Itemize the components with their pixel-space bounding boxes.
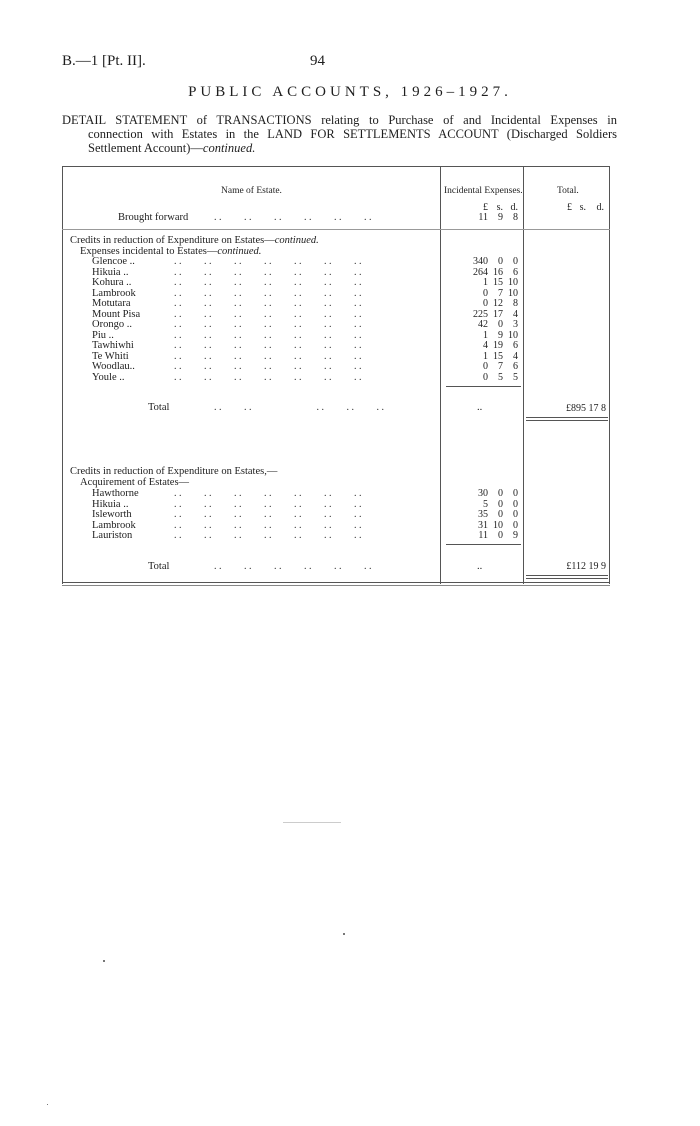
leader-dots: . . . . . . . . . . . . . . xyxy=(174,350,362,362)
statement-line-3 xyxy=(62,141,617,155)
leader-dots: . . . . . . . . . . . . . . xyxy=(174,287,362,299)
leader-dots: . . . . . . . . . . . . . . xyxy=(174,256,362,267)
scan-speck xyxy=(47,1104,48,1105)
section1-heading-text: Credits in reduction of Expenditure on Estates— xyxy=(70,235,275,246)
incidental-subtotal-rule-2 xyxy=(446,544,521,545)
amount-shillings: 0 xyxy=(498,498,503,510)
total1-rule-2 xyxy=(526,420,608,421)
amount-pounds: 31 xyxy=(478,519,488,531)
estate-name: Lambrook xyxy=(92,287,136,299)
leader-dots: . . . . . . . . . . . . xyxy=(214,561,372,572)
amount-pence: 4 xyxy=(513,350,518,362)
page-number: 94 xyxy=(310,53,325,69)
leader-dots: . . . . . . . . . . xyxy=(214,402,384,413)
amount-pence: 0 xyxy=(513,256,518,267)
leader-dots: . . . . . . . . . . . . . . xyxy=(174,277,362,288)
amount-shillings: 16 xyxy=(493,266,503,278)
leader-dots: . . . . . . . . . . . . . . xyxy=(174,530,362,541)
bf-pence: 8 xyxy=(513,212,518,223)
col-header-name: Name of Estate. xyxy=(221,186,282,196)
incidental-subtotal-rule xyxy=(446,386,521,387)
amount-shillings: 0 xyxy=(498,319,503,330)
leader-dots: . . . . . . . . . . . . . . xyxy=(174,519,362,531)
amount-pounds: 225 xyxy=(473,308,488,320)
amount-pence: 5 xyxy=(513,371,518,383)
amount-shillings: 10 xyxy=(493,519,503,531)
section2-incidental-total: .. xyxy=(477,561,483,572)
table-top-rule xyxy=(62,166,610,167)
amount-pounds: 0 xyxy=(483,361,488,372)
amount-pounds: 264 xyxy=(473,266,488,278)
estate-name: Kohura .. xyxy=(92,277,132,288)
amount-shillings: 15 xyxy=(493,277,503,288)
amount-pounds: 1 xyxy=(483,329,488,341)
amount-pence: 0 xyxy=(513,519,518,531)
amount-shillings: 15 xyxy=(493,350,503,362)
amount-shillings: 0 xyxy=(498,530,503,541)
section1-total-value: £895 17 8 xyxy=(566,403,606,414)
brought-forward-label: Brought forward xyxy=(118,212,189,223)
scan-speck xyxy=(103,960,105,962)
amount-pence: 10 xyxy=(508,277,518,288)
amount-pounds: 30 xyxy=(478,488,488,499)
page-reference: B.—1 [Pt. II]. xyxy=(62,53,146,69)
scan-speck xyxy=(343,933,345,935)
leader-dots: . . . . . . . . . . . . . . xyxy=(174,319,362,330)
section2-subheading: Acquirement of Estates— xyxy=(80,477,190,488)
leader-dots: . . . . . . . . . . . . . . xyxy=(174,266,362,278)
bf-shillings: 9 xyxy=(498,212,503,223)
estate-name: Hawthorne xyxy=(92,488,139,499)
bf-pounds: 11 xyxy=(478,212,488,223)
estate-name: Glencoe .. xyxy=(92,256,135,267)
amount-pounds: 4 xyxy=(483,340,488,351)
amount-pence: 9 xyxy=(513,530,518,541)
estate-name: Youle .. xyxy=(92,371,125,383)
col-divider-incidental xyxy=(440,166,441,584)
amount-shillings: 5 xyxy=(498,371,503,383)
col-header-incidental: Incidental Expenses. xyxy=(444,186,523,196)
estate-name: Isleworth xyxy=(92,509,132,520)
section2-total-value: £112 19 9 xyxy=(566,561,606,572)
amount-pounds: 0 xyxy=(483,371,488,383)
section1-heading-continued: continued. xyxy=(274,235,319,246)
amount-pounds: 0 xyxy=(483,287,488,299)
estate-name: Piu .. xyxy=(92,329,114,341)
leader-dots: . . . . . . . . . . . . xyxy=(214,212,372,223)
table-left-rule xyxy=(62,166,63,584)
incidental-pound-unit: £ xyxy=(483,202,488,213)
amount-pence: 6 xyxy=(513,361,518,372)
total2-rule xyxy=(526,575,608,576)
statement-line-1: DETAIL STATEMENT of TRANSACTIONS relating to Purchase of and Incidental Expenses in xyxy=(62,113,617,127)
incidental-shilling-unit: s. xyxy=(496,202,503,213)
leader-dots: . . . . . . . . . . . . . . xyxy=(174,488,362,499)
leader-dots: . . . . . . . . . . . . . . xyxy=(174,509,362,520)
amount-pounds: 35 xyxy=(478,509,488,520)
table-bottom-rule-2 xyxy=(62,585,610,586)
amount-pence: 4 xyxy=(513,308,518,320)
amount-shillings: 12 xyxy=(493,298,503,309)
total1-rule xyxy=(526,417,608,418)
estate-name: Tawhiwhi xyxy=(92,340,134,351)
statement-heading xyxy=(62,113,617,155)
amount-pence: 0 xyxy=(513,498,518,510)
amount-pounds: 5 xyxy=(483,498,488,510)
leader-dots: . . . . . . . . . . . . . . xyxy=(174,371,362,383)
section2-total-label: Total xyxy=(148,561,170,572)
amount-shillings: 7 xyxy=(498,361,503,372)
amount-pounds: 42 xyxy=(478,319,488,330)
scan-mark xyxy=(283,822,341,823)
amount-pounds: 0 xyxy=(483,298,488,309)
amount-pence: 8 xyxy=(513,298,518,309)
section1-subheading-continued: continued. xyxy=(217,246,262,257)
estate-name: Orongo .. xyxy=(92,319,132,330)
leader-dots: . . . . . . . . . . . . . . xyxy=(174,308,362,320)
statement-line-2: connection with Estates in the LAND FOR SETTLEMENTS ACCOUNT (Discharged Soldiers xyxy=(88,127,617,141)
amount-pounds: 340 xyxy=(473,256,488,267)
amount-pounds: 11 xyxy=(478,530,488,541)
amount-pence: 6 xyxy=(513,340,518,351)
incidental-pence-unit: d. xyxy=(510,202,518,213)
amount-shillings: 9 xyxy=(498,329,503,341)
leader-dots: . . . . . . . . . . . . . . xyxy=(174,340,362,351)
amount-shillings: 0 xyxy=(498,256,503,267)
leader-dots: . . . . . . . . . . . . . . xyxy=(174,298,362,309)
estate-name: Lauriston xyxy=(92,530,133,541)
leader-dots: . . . . . . . . . . . . . . xyxy=(174,498,362,510)
estate-name: Hikuia .. xyxy=(92,498,129,510)
amount-shillings: 17 xyxy=(493,308,503,320)
total-pound-unit: £ xyxy=(567,202,572,213)
table-bottom-rule xyxy=(62,582,610,583)
leader-dots: . . . . . . . . . . . . . . xyxy=(174,361,362,372)
amount-shillings: 7 xyxy=(498,287,503,299)
total-shilling-unit: s. xyxy=(579,202,586,213)
estate-name: Woodlau.. xyxy=(92,361,135,372)
section1-heading xyxy=(70,235,319,246)
section1-incidental-total: .. xyxy=(477,402,483,413)
amount-shillings: 0 xyxy=(498,509,503,520)
statement-continued: continued. xyxy=(202,141,256,155)
amount-pence: 10 xyxy=(508,287,518,299)
estate-name: Motutara xyxy=(92,298,131,309)
page-title: PUBLIC ACCOUNTS, 1926–1927. xyxy=(188,84,512,100)
amount-pence: 0 xyxy=(513,488,518,499)
section1-total-label: Total xyxy=(148,402,170,413)
total2-rule-2 xyxy=(526,578,608,579)
estate-name: Lambrook xyxy=(92,519,136,531)
table-right-rule xyxy=(609,166,610,584)
col-divider-total xyxy=(523,166,524,584)
estate-name: Hikuia .. xyxy=(92,266,129,278)
total-pence-unit: d. xyxy=(596,202,604,213)
brought-forward-rule xyxy=(62,229,610,230)
estate-name: Te Whiti xyxy=(92,350,129,362)
amount-pence: 6 xyxy=(513,266,518,278)
col-header-total: Total. xyxy=(557,186,579,196)
statement-line-3-text: Settlement Account)— xyxy=(88,141,203,155)
amount-pence: 3 xyxy=(513,319,518,330)
section2-heading: Credits in reduction of Expenditure on Estates,— xyxy=(70,466,278,477)
amount-shillings: 0 xyxy=(498,488,503,499)
leader-dots: . . . . . . . . . . . . . . xyxy=(174,329,362,341)
amount-pence: 0 xyxy=(513,509,518,520)
section1-subheading-text: Expenses incidental to Estates— xyxy=(80,246,218,257)
amount-pounds: 1 xyxy=(483,277,488,288)
amount-pounds: 1 xyxy=(483,350,488,362)
amount-pence: 10 xyxy=(508,329,518,341)
amount-shillings: 19 xyxy=(493,340,503,351)
estate-name: Mount Pisa xyxy=(92,308,141,320)
